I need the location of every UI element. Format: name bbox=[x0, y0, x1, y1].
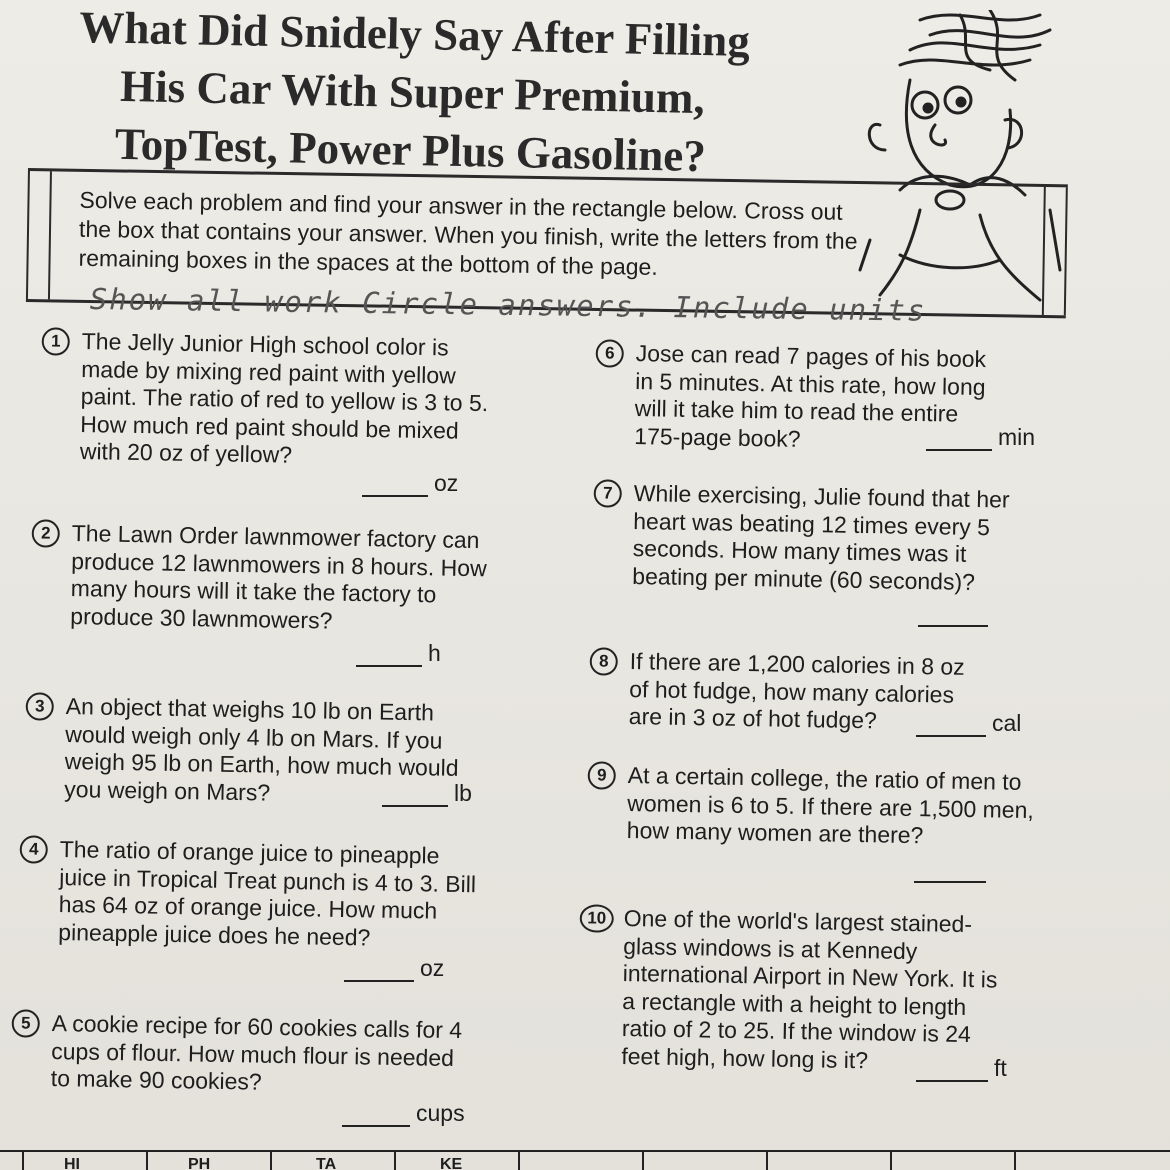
box-letters: HI bbox=[64, 1156, 80, 1170]
problem-text: A cookie recipe for 60 cookies calls for 4 cups of flour. How much flour is needed to make 90 cookies? bbox=[50, 1010, 463, 1095]
answer-unit: oz bbox=[434, 470, 459, 496]
instructions-right-border bbox=[1042, 187, 1068, 315]
answer-4[interactable] bbox=[344, 955, 444, 982]
problem-text: While exercising, Julie found that her heart was beating 12 times every 5 seconds. How many times was it beating per minute (60 seconds)? bbox=[632, 480, 1010, 595]
answer-unit: h bbox=[428, 640, 441, 666]
problem-number: 3 bbox=[26, 692, 54, 720]
problem-9 bbox=[596, 762, 1038, 852]
answer-7[interactable] bbox=[918, 600, 994, 627]
instructions-left-border bbox=[26, 171, 52, 299]
answer-unit: lb bbox=[454, 780, 472, 806]
worksheet-title bbox=[76, 0, 839, 188]
answer-unit: cal bbox=[992, 710, 1022, 736]
problem-number: 8 bbox=[590, 647, 618, 675]
problem-text: An object that weighs 10 lb on Earth would weigh only 4 lb on Mars. If you weigh 95 lb on Earth, how much would you weigh on Mars? bbox=[64, 693, 459, 806]
box-letters: KE bbox=[440, 1156, 463, 1170]
box-letters: PH bbox=[188, 1156, 211, 1170]
answer-box bbox=[394, 1152, 518, 1170]
title-line-3: TopTest, Power Plus Gasoline? bbox=[114, 118, 707, 182]
answer-box bbox=[270, 1152, 394, 1170]
problem-4 bbox=[28, 836, 485, 953]
answer-box bbox=[890, 1152, 1014, 1170]
problem-text: The Jelly Junior High school color is made by mixing red paint with yellow paint. The ratio of red to yellow is 3 to 5. How much red paint should be mixed with 20 oz of yellow? bbox=[79, 328, 489, 468]
problem-number: 7 bbox=[594, 479, 622, 507]
problem-text: Jose can read 7 pages of his book in 5 minutes. At this rate, how long will it take him to read the entire 175-page book? bbox=[634, 340, 987, 452]
problem-number: 10 bbox=[580, 904, 614, 933]
answer-1[interactable] bbox=[362, 470, 458, 497]
problem-number: 9 bbox=[588, 761, 616, 789]
problem-7 bbox=[602, 480, 1044, 597]
title-line-2: His Car With Super Premium, bbox=[119, 60, 706, 124]
instructions-text: Solve each problem and find your answer in the rectangle below. Cross out the box that contains your answer. When you finish, write the letters from the remaining boxes in the spaces at the bottom of the page. bbox=[78, 186, 858, 280]
handwritten-note: Show all work Circle answers. Include units bbox=[89, 282, 927, 328]
problem-5 bbox=[20, 1010, 472, 1100]
problem-number: 1 bbox=[42, 327, 70, 355]
answer-box bbox=[642, 1152, 766, 1170]
box-letters: TA bbox=[316, 1156, 337, 1170]
answer-6[interactable] bbox=[926, 424, 1035, 451]
problem-text: If there are 1,200 calories in 8 oz of hot fudge, how many calories are in 3 oz of hot fudge? bbox=[628, 648, 965, 734]
answer-box bbox=[1014, 1152, 1136, 1170]
answer-unit: cups bbox=[416, 1100, 465, 1126]
problem-number: 6 bbox=[596, 339, 624, 367]
answer-2[interactable] bbox=[356, 640, 441, 667]
answer-box bbox=[766, 1152, 890, 1170]
problem-text: The ratio of orange juice to pineapple juice in Tropical Treat punch is 4 to 3. Bill has 64 oz of orange juice. How much pineapple juice does he need? bbox=[58, 836, 477, 950]
answer-10[interactable] bbox=[916, 1055, 1007, 1082]
answer-unit: min bbox=[998, 424, 1036, 450]
answer-3[interactable] bbox=[382, 780, 472, 807]
problem-10 bbox=[587, 905, 1039, 1077]
answer-box bbox=[146, 1152, 270, 1170]
problem-1 bbox=[50, 328, 502, 473]
problem-number: 2 bbox=[32, 519, 60, 547]
problem-text: At a certain college, the ratio of men to women is 6 to 5. If there are 1,500 men, how many women are there? bbox=[626, 762, 1035, 849]
answer-box bbox=[22, 1152, 146, 1170]
title-line-1: What Did Snidely Say After Filling bbox=[78, 1, 751, 67]
answer-unit: ft bbox=[994, 1055, 1007, 1081]
answer-5[interactable] bbox=[342, 1100, 465, 1127]
problem-text: One of the world's largest stained-glass windows is at Kennedy international Airport in New York. It is a rectangle with a height to length ratio of 2 to 25. If the window is 24 feet high, how long is it? bbox=[621, 905, 998, 1073]
answer-box-strip bbox=[0, 1150, 1170, 1170]
answer-box bbox=[518, 1152, 642, 1170]
answer-9[interactable] bbox=[914, 856, 992, 883]
problem-text: The Lawn Order lawnmower factory can produce 12 lawnmowers in 8 hours. How many hours will it take the factory to produce 30 lawnmowers? bbox=[70, 520, 487, 634]
problem-2 bbox=[40, 520, 497, 637]
answer-8[interactable] bbox=[916, 710, 1021, 737]
answer-unit: oz bbox=[420, 955, 445, 981]
problem-number: 4 bbox=[20, 835, 48, 863]
problem-number: 5 bbox=[12, 1009, 40, 1037]
